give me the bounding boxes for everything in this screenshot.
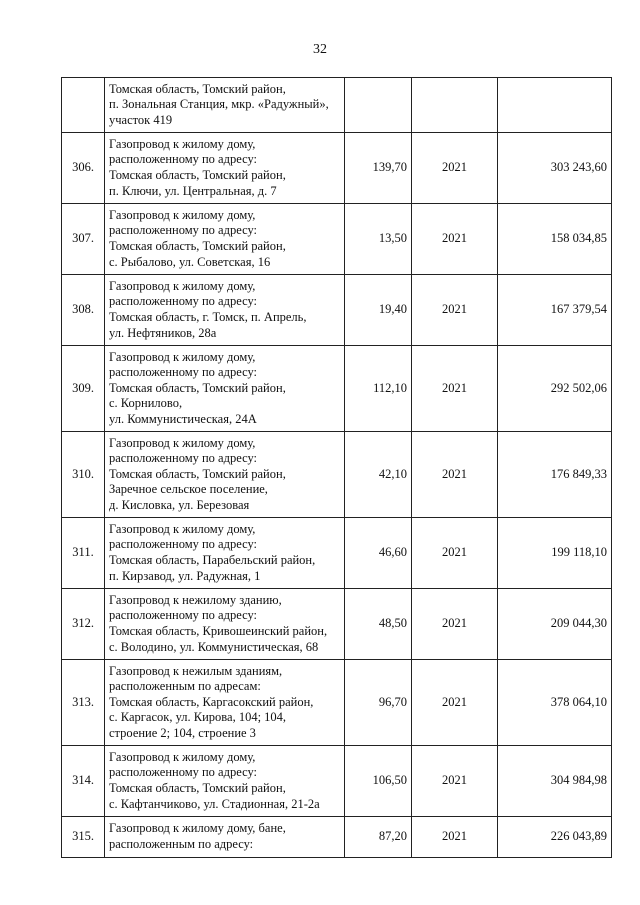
- length-value: 13,50: [345, 204, 412, 275]
- cost-value: [498, 78, 612, 133]
- object-description: Газопровод к жилому дому, расположенному по адресу: Томская область, Томский район, с. Рыбалово, ул. Советская, 16: [105, 204, 345, 275]
- object-description: Газопровод к жилому дому, расположенному по адресу: Томская область, Томский район, с. Кафтанчиково, ул. Стадионная, 21-2а: [105, 746, 345, 817]
- length-value: 112,10: [345, 346, 412, 432]
- table-row: [62, 275, 612, 346]
- length-value: 87,20: [345, 817, 412, 858]
- length-value: 106,50: [345, 746, 412, 817]
- length-value: 46,60: [345, 518, 412, 589]
- object-description: Газопровод к жилому дому, расположенному по адресу: Томская область, Томский район, п. Ключи, ул. Центральная, д. 7: [105, 133, 345, 204]
- row-number: 306.: [62, 133, 105, 204]
- object-description: Газопровод к жилому дому, расположенному по адресу: Томская область, Томский район, с. Корнилово, ул. Коммунистическая, 24А: [105, 346, 345, 432]
- cost-value: 292 502,06: [498, 346, 612, 432]
- row-number: 313.: [62, 660, 105, 746]
- row-number: 314.: [62, 746, 105, 817]
- table-row: [62, 432, 612, 518]
- year-value: 2021: [412, 133, 498, 204]
- length-value: 96,70: [345, 660, 412, 746]
- page-number: 32: [313, 42, 327, 57]
- length-value: 19,40: [345, 275, 412, 346]
- table-body: [62, 78, 612, 858]
- row-number: 311.: [62, 518, 105, 589]
- cost-value: 304 984,98: [498, 746, 612, 817]
- cost-value: 176 849,33: [498, 432, 612, 518]
- year-value: 2021: [412, 518, 498, 589]
- object-description: Томская область, Томский район, п. Зональная Станция, мкр. «Радужный», участок 419: [105, 78, 345, 133]
- object-description: Газопровод к нежилому зданию, расположенному по адресу: Томская область, Кривошеинский район, с. Володино, ул. Коммунистическая, 68: [105, 589, 345, 660]
- object-description: Газопровод к нежилым зданиям, расположенным по адресам: Томская область, Каргасокский район, с. Каргасок, ул. Кирова, 104; 104, строение 2; 104, строение 3: [105, 660, 345, 746]
- length-value: [345, 78, 412, 133]
- table-row: [62, 204, 612, 275]
- table-row: [62, 346, 612, 432]
- table-row: [62, 78, 612, 133]
- year-value: 2021: [412, 346, 498, 432]
- row-number: 307.: [62, 204, 105, 275]
- cost-value: 167 379,54: [498, 275, 612, 346]
- year-value: 2021: [412, 660, 498, 746]
- length-value: 48,50: [345, 589, 412, 660]
- table-row: [62, 660, 612, 746]
- cost-value: 378 064,10: [498, 660, 612, 746]
- table-row: [62, 133, 612, 204]
- cost-value: 199 118,10: [498, 518, 612, 589]
- year-value: 2021: [412, 275, 498, 346]
- length-value: 139,70: [345, 133, 412, 204]
- cost-value: 158 034,85: [498, 204, 612, 275]
- row-number: 309.: [62, 346, 105, 432]
- year-value: [412, 78, 498, 133]
- data-table: [61, 77, 612, 858]
- year-value: 2021: [412, 432, 498, 518]
- row-number: 308.: [62, 275, 105, 346]
- cost-value: 209 044,30: [498, 589, 612, 660]
- row-number: 312.: [62, 589, 105, 660]
- object-description: Газопровод к жилому дому, расположенному по адресу: Томская область, Томский район, Заречное сельское поселение, д. Кисловка, ул. Березовая: [105, 432, 345, 518]
- table-row: [62, 518, 612, 589]
- row-number: [62, 78, 105, 133]
- cost-value: 226 043,89: [498, 817, 612, 858]
- row-number: 310.: [62, 432, 105, 518]
- table-row: [62, 589, 612, 660]
- object-description: Газопровод к жилому дому, бане, расположенным по адресу:: [105, 817, 345, 858]
- object-description: Газопровод к жилому дому, расположенному по адресу: Томская область, г. Томск, п. Апрель, ул. Нефтяников, 28а: [105, 275, 345, 346]
- length-value: 42,10: [345, 432, 412, 518]
- table-row: [62, 746, 612, 817]
- cost-value: 303 243,60: [498, 133, 612, 204]
- row-number: 315.: [62, 817, 105, 858]
- object-description: Газопровод к жилому дому, расположенному по адресу: Томская область, Парабельский район, п. Кирзавод, ул. Радужная, 1: [105, 518, 345, 589]
- year-value: 2021: [412, 589, 498, 660]
- year-value: 2021: [412, 746, 498, 817]
- table-row: [62, 817, 612, 858]
- year-value: 2021: [412, 204, 498, 275]
- year-value: 2021: [412, 817, 498, 858]
